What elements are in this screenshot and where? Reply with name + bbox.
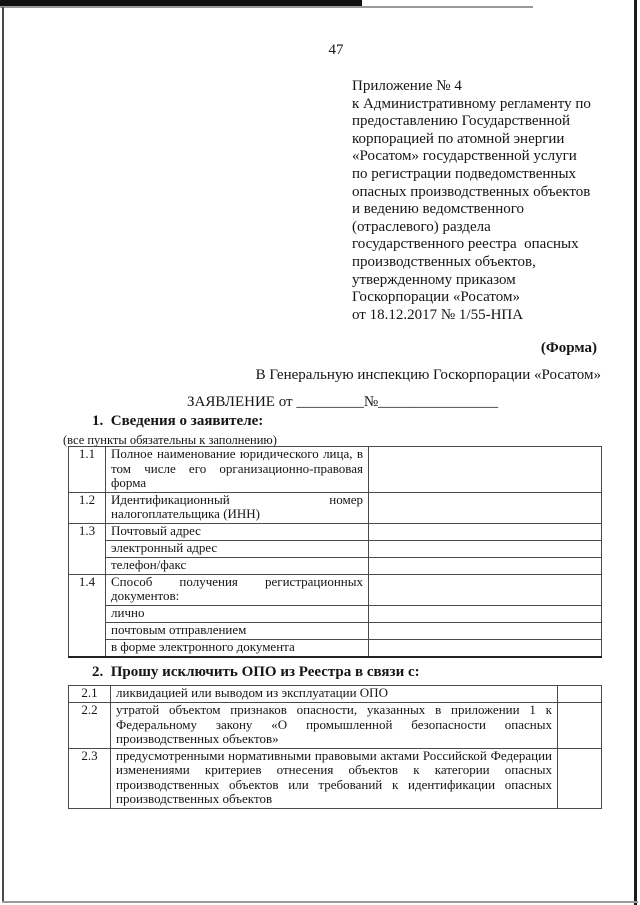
scan-top-line <box>0 6 533 8</box>
row-value-cell <box>369 523 602 540</box>
section1-heading: 1. Сведения о заявителе: <box>92 413 264 429</box>
row-label-cell: в форме электронного документа <box>106 639 369 657</box>
statement-date-blank: _________ <box>296 394 364 410</box>
appendix-line: (отраслевого) раздела <box>352 218 491 235</box>
row-number-cell: 1.4 <box>69 574 106 657</box>
table-row <box>69 622 602 639</box>
table-row <box>69 492 602 523</box>
statement-title: ЗАЯВЛЕНИЕ <box>187 394 275 410</box>
row-number-cell: 2.2 <box>69 703 111 749</box>
row-text-cell: утратой объектом признаков опасности, указанных в приложении 1 к Федеральному закону «О промышленной безопасности опасных производственных объектов» <box>111 703 558 749</box>
appendix-line: Приложение № 4 <box>352 78 462 94</box>
row-label-cell: Почтовый адрес <box>106 523 369 540</box>
section2-heading: 2. Прошу исключить ОПО из Реестра в связи с: <box>92 664 420 680</box>
row-text-cell: предусмотренными нормативными правовыми актами Российской Федерации изменениями критериев отнесения объектов к категории опасных производственных объектов или требований к идентификации опасных производственных объектов <box>111 748 558 808</box>
row-number-cell: 2.3 <box>69 748 111 808</box>
row-mark-cell <box>558 703 602 749</box>
statement-number-blank: ________________ <box>378 394 499 410</box>
table-row <box>69 748 602 808</box>
addressee-line: В Генеральную инспекцию Госкорпорации «Росатом» <box>255 367 601 383</box>
row-label-cell: Способ получения регистрационных документов: <box>106 574 369 605</box>
row-value-cell <box>369 492 602 523</box>
form-label: (Форма) <box>540 340 597 356</box>
section1-note: (все пункты обязательны к заполнению) <box>63 433 277 447</box>
row-label-cell: почтовым отправлением <box>106 622 369 639</box>
scan-bottom-line <box>2 901 638 903</box>
table-row <box>69 447 602 493</box>
appendix-line: к Административному регламенту по <box>352 95 591 112</box>
table-row <box>69 557 602 574</box>
appendix-line: от 18.12.2017 № 1/55-НПА <box>352 306 524 323</box>
scan-right-border <box>634 0 637 905</box>
row-mark-cell <box>558 686 602 703</box>
appendix-line: предоставлению Государственной <box>352 113 571 130</box>
statement-number-label: № <box>363 394 379 410</box>
row-number-cell: 1.1 <box>69 447 106 493</box>
row-value-cell <box>369 605 602 622</box>
appendix-line: государственного реестра опасных <box>352 236 579 253</box>
row-mark-cell <box>558 748 602 808</box>
exclusion-reasons-table <box>68 685 602 809</box>
appendix-line: «Росатом» государственной услуги <box>352 148 577 165</box>
page-number: 47 <box>328 42 344 58</box>
row-label-cell: Полное наименование юридического лица, в том числе его организационно-правовая форма <box>106 447 369 493</box>
row-value-cell <box>369 622 602 639</box>
appendix-line: производственных объектов, <box>352 253 536 270</box>
table-row <box>69 605 602 622</box>
table-row <box>69 540 602 557</box>
table-row <box>69 686 602 703</box>
table-row <box>69 523 602 540</box>
row-label-cell: телефон/факс <box>106 557 369 574</box>
table-row <box>69 703 602 749</box>
appendix-line: Госкорпорации «Росатом» <box>352 289 520 306</box>
appendix-line: утвержденному приказом <box>352 271 516 288</box>
appendix-reference-block <box>352 78 591 324</box>
appendix-line: и ведению ведомственного <box>352 201 525 218</box>
row-label-cell: электронный адрес <box>106 540 369 557</box>
appendix-line: корпорацией по атомной энергии <box>352 130 565 147</box>
row-number-cell: 2.1 <box>69 686 111 703</box>
row-label-cell: лично <box>106 605 369 622</box>
row-text-cell: ликвидацией или выводом из эксплуатации ОПО <box>111 686 558 703</box>
row-number-cell: 1.3 <box>69 523 106 574</box>
statement-title-line <box>187 394 498 411</box>
row-value-cell <box>369 557 602 574</box>
applicant-info-table <box>68 446 602 658</box>
table-row <box>69 639 602 657</box>
row-number-cell: 1.2 <box>69 492 106 523</box>
row-label-cell: Идентификационный номер налогоплательщика (ИНН) <box>106 492 369 523</box>
table-row <box>69 574 602 605</box>
row-value-cell <box>369 540 602 557</box>
appendix-line: по регистрации подведомственных <box>352 165 577 182</box>
row-value-cell <box>369 447 602 493</box>
row-value-cell <box>369 574 602 605</box>
scan-left-border <box>2 7 4 903</box>
appendix-line: опасных производственных объектов <box>352 183 591 200</box>
row-value-cell <box>369 639 602 657</box>
statement-from-label: от <box>278 394 293 410</box>
